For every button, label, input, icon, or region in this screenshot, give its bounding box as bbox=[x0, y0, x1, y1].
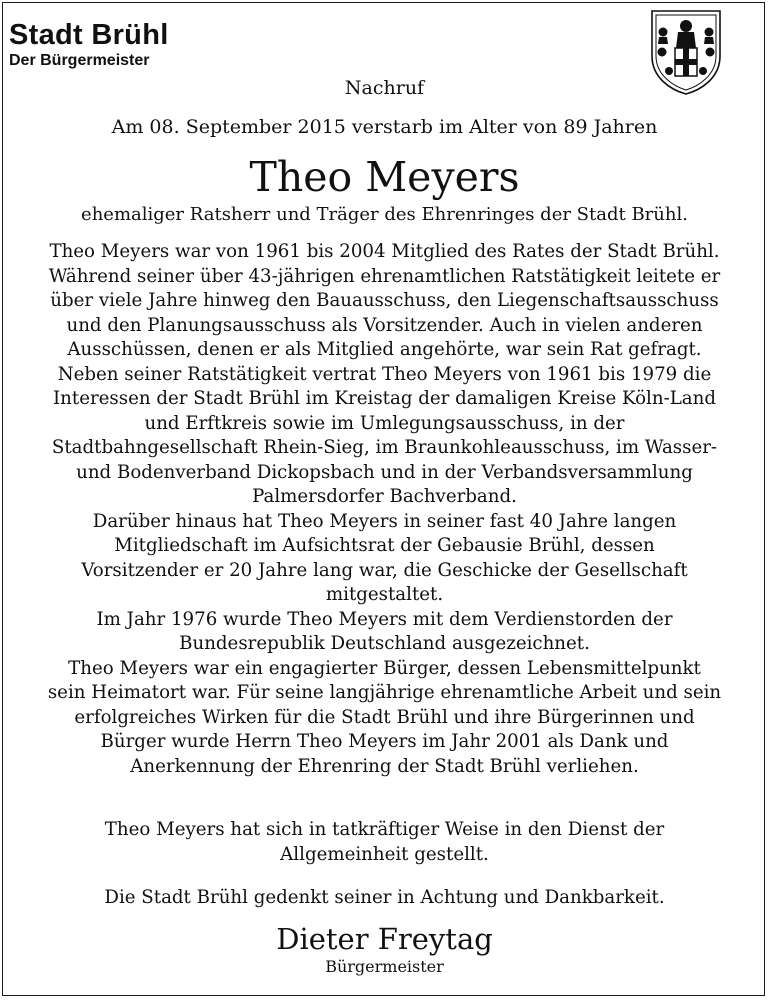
deceased-subtitle: ehemaliger Ratsherr und Träger des Ehrenringes der Stadt Brühl. bbox=[81, 204, 688, 225]
deceased-name: Theo Meyers bbox=[249, 153, 520, 201]
obituary-body bbox=[14, 240, 755, 779]
letterhead bbox=[9, 20, 169, 70]
body-line: erfolgreiches Wirken für die Stadt Brühl und ihre Bürgerinnen und bbox=[74, 706, 695, 728]
body-line: Darüber hinaus hat Theo Meyers in seiner fast 40 Jahre langen bbox=[92, 510, 677, 532]
closing-line: Theo Meyers hat sich in tatkräftiger Weise in den Dienst der bbox=[104, 819, 665, 840]
body-line: Anerkennung der Ehrenring der Stadt Brühl verliehen. bbox=[130, 755, 639, 777]
body-line: Bürger wurde Herrn Theo Meyers im Jahr 2001 als Dank und bbox=[100, 731, 669, 752]
body-line: Bundesrepublik Deutschland ausgezeichnet. bbox=[179, 633, 590, 654]
body-line: Im Jahr 1976 wurde Theo Meyers mit dem Verdienstorden der bbox=[96, 608, 673, 630]
body-line: Interessen der Stadt Brühl im Kreistag der damaligen Kreise Köln-Land bbox=[52, 388, 716, 409]
department-name: Der Bürgermeister bbox=[9, 52, 150, 69]
body-line: Vorsitzender er 20 Jahre lang war, die Geschicke der Gesellschaft bbox=[81, 559, 688, 581]
organization-name: Stadt Brühl bbox=[9, 19, 169, 51]
body-line: Theo Meyers war von 1961 bis 2004 Mitglied des Rates der Stadt Brühl. bbox=[49, 241, 720, 262]
signatory-name: Dieter Freytag bbox=[276, 922, 493, 956]
body-line: Ausschüssen, denen er als Mitglied angehörte, war sein Rat gefragt. bbox=[67, 339, 702, 360]
body-line: Stadtbahngesellschaft Rhein-Sieg, im Braunkohleausschuss, im Wasser- bbox=[51, 437, 718, 458]
notice-label: Nachruf bbox=[344, 77, 425, 99]
body-line: Theo Meyers war ein engagierter Bürger, dessen Lebensmittelpunkt bbox=[68, 657, 701, 679]
signatory-title: Bürgermeister bbox=[325, 957, 444, 976]
body-line: Palmersdorfer Bachverband. bbox=[252, 486, 517, 507]
body-line: Mitgliedschaft im Aufsichtsrat der Gebausie Brühl, dessen bbox=[114, 535, 655, 556]
closing-paragraph bbox=[14, 818, 755, 867]
body-line: sein Heimatort war. Für seine langjährige ehrenamtliche Arbeit und sein bbox=[47, 682, 722, 703]
body-line: Während seiner über 43-jährigen ehrenamtlichen Ratstätigkeit leitete er bbox=[48, 265, 721, 287]
body-line: und den Planungsausschuss als Vorsitzender. Auch in vielen anderen bbox=[66, 314, 703, 336]
body-line: und Erftkreis sowie im Umlegungsausschuss, in der bbox=[144, 412, 625, 434]
body-line: mitgestaltet. bbox=[325, 584, 444, 605]
body-line: und Bodenverband Dickopsbach und in der Verbandsversammlung bbox=[76, 461, 693, 483]
remembrance-line: Die Stadt Brühl gedenkt seiner in Achtung und Dankbarkeit. bbox=[104, 887, 665, 908]
body-line: über viele Jahre hinweg den Bauausschuss, den Liegenschaftsausschuss bbox=[50, 290, 719, 311]
body-line: Neben seiner Ratstätigkeit vertrat Theo Meyers von 1961 bis 1979 die bbox=[57, 363, 712, 385]
intro-line: Am 08. September 2015 verstarb im Alter von 89 Jahren bbox=[111, 116, 658, 138]
closing-line: Allgemeinheit gestellt. bbox=[280, 843, 489, 865]
